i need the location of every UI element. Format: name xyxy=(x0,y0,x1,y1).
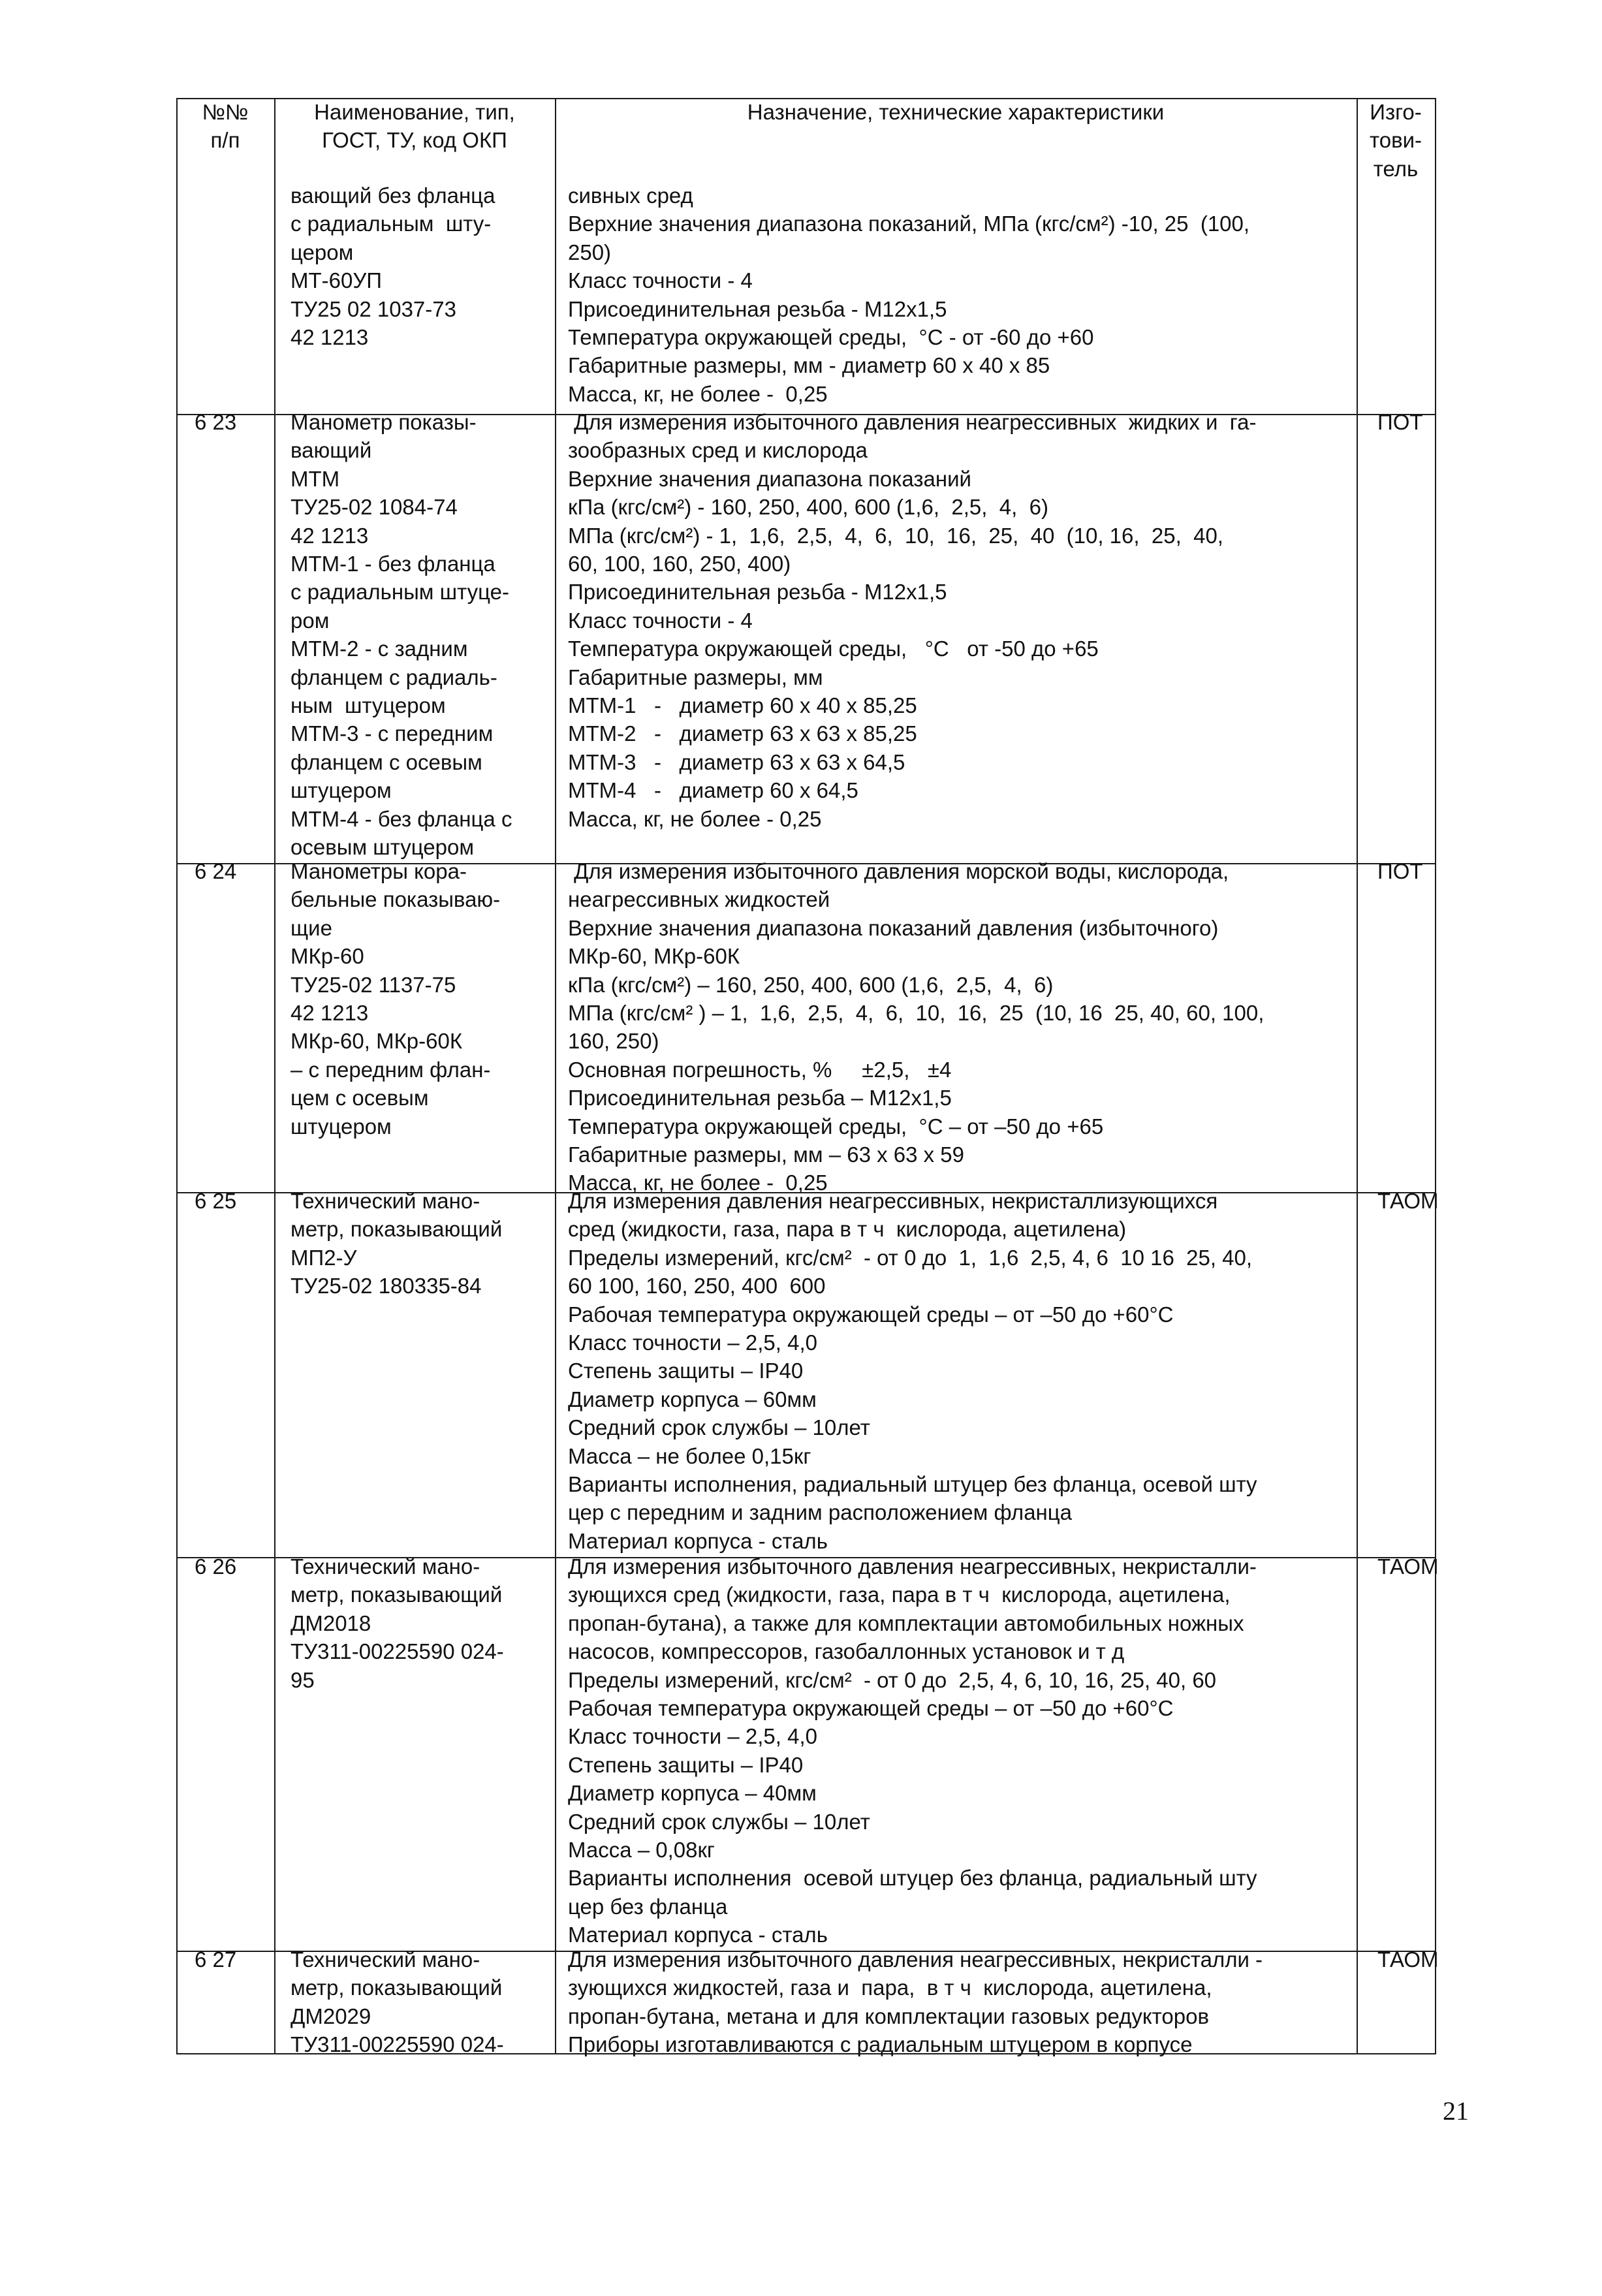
header-num xyxy=(176,98,274,155)
row-description: Для измерения давления неагрессивных, некристаллизующихся сред (жидкости, газа, пара в т ч кислорода, ацетилена) Пределы измерений, кгс/см² - от 0 до 1, 1,6 2,5, 4, 6 10 16 25, 40, 60 100, 160, 250, 400 600 Рабочая температура окружающей среды – от –50 до +60°С Класс точности – 2,5, 4,0 Степень защиты – IP40 Диаметр корпуса – 60мм Средний срок службы – 10лет Масса – не более 0,15кг Варианты исполнения, радиальный штуцер без фланца, осевой шту цер с передним и задним расположением фланца Материал корпуса - сталь xyxy=(568,1189,1257,1553)
column-divider-2 xyxy=(555,98,556,2054)
row-manufacturer: ТАОМ xyxy=(1377,1554,1439,1579)
row-description: Для измерения избыточного давления неагрессивных, некристалли - зующихся жидкостей, газа и пара, в т ч кислорода, ацетилена, пропан-бутана, метана и для комплектации газовых редукторов Приборы изготавливаются с радиальным штуцером в корпусе xyxy=(568,1947,1263,2057)
header-mfr xyxy=(1357,98,1435,183)
row-name: вающий без фланца с радиальным шту- цером МТ-60УП ТУ25 02 1037-73 42 1213 xyxy=(291,183,495,350)
header-name-line1: Наименование, тип, xyxy=(314,100,515,124)
header-desc-text: Назначение, технические характеристики xyxy=(747,100,1165,124)
row-name: Манометр показы- вающий МТМ ТУ25-02 1084-74 42 1213 МТМ-1 - без фланца с радиальным штуце- ром МТМ-2 - с задним фланцем с радиаль- ным штуцером МТМ-3 - с передним фланцем с осевым штуцером МТМ-4 - без фланца с осевым штуцером xyxy=(291,410,512,860)
row-name: Технический мано- метр, показывающий МП2-У ТУ25-02 180335-84 xyxy=(291,1189,503,1298)
row-number: 6 25 xyxy=(195,1189,237,1213)
header-num-line2: п/п xyxy=(210,128,240,153)
header-name xyxy=(274,98,555,155)
row-name: Технический мано- метр, показывающий ДМ2029 ТУ311-00225590 024- xyxy=(291,1947,504,2057)
row-number: 6 24 xyxy=(195,859,237,883)
row-manufacturer: ТАОМ xyxy=(1377,1189,1439,1213)
row-description: Для измерения избыточного давления неагрессивных, некристалли- зующихся сред (жидкости, газа, пара в т ч кислорода, ацетилена, пропан-бутана), а также для комплектации автомобильных ножных насосов, компрессоров, газобаллонных установок и т д Пределы измерений, кгс/см² - от 0 до 2,5, 4, 6, 10, 16, 25, 40, 60 Рабочая температура окружающей среды – от –50 до +60°С Класс точности – 2,5, 4,0 Степень защиты – IP40 Диаметр корпуса – 40мм Средний срок службы – 10лет Масса – 0,08кг Варианты исполнения осевой штуцер без фланца, радиальный шту цер без фланца Материал корпуса - сталь xyxy=(568,1554,1257,1947)
row-number: 6 23 xyxy=(195,410,237,434)
row-description: сивных сред Верхние значения диапазона показаний, МПа (кгс/см²) -10, 25 (100, 250) Класс точности - 4 Присоединительная резьба - М12х1,5 Температура окружающей среды, °С - от -60 до +60 Габаритные размеры, мм - диаметр 60 х 40 х 85 Масса, кг, не более - 0,25 xyxy=(568,183,1250,406)
header-name-line2: ГОСТ, ТУ, код ОКП xyxy=(322,128,507,153)
page-number: 21 xyxy=(1443,2096,1469,2126)
row-manufacturer: ПОТ xyxy=(1377,410,1423,434)
header-mfr-line1: Изго- xyxy=(1370,100,1422,124)
header-num-line1: №№ xyxy=(202,100,249,124)
row-number: 6 27 xyxy=(195,1947,237,1972)
row-manufacturer: ТАОМ xyxy=(1377,1947,1439,1972)
specification-table xyxy=(176,98,1439,2057)
header-mfr-line2: тови- xyxy=(1369,128,1422,153)
row-name: Технический мано- метр, показывающий ДМ2018 ТУ311-00225590 024- 95 xyxy=(291,1554,504,1692)
column-divider-3 xyxy=(1357,98,1358,2054)
row-name: Манометры кора- бельные показываю- щие МКр-60 ТУ25-02 1137-75 42 1213 МКр-60, МКр-60К – с передним флан- цем с осевым штуцером xyxy=(291,859,501,1139)
header-mfr-line3: тель xyxy=(1373,156,1419,181)
row-description: Для измерения избыточного давления неагрессивных жидких и га- зообразных сред и кислорода Верхние значения диапазона показаний кПа (кгс/см²) - 160, 250, 400, 600 (1,6, 2,5, 4, 6) МПа (кгс/см²) - 1, 1,6, 2,5, 4, 6, 10, 16, 25, 40 (10, 16, 25, 40, 60, 100, 160, 250, 400) Присоединительная резьба - М12х1,5 Класс точности - 4 Температура окружающей среды, °С от -50 до +65 Габаритные размеры, мм МТМ-1 - диаметр 60 х 40 х 85,25 МТМ-2 - диаметр 63 х 63 х 85,25 МТМ-3 - диаметр 63 х 63 х 64,5 МТМ-4 - диаметр 60 х 64,5 Масса, кг, не более - 0,25 xyxy=(568,410,1257,831)
row-manufacturer: ПОТ xyxy=(1377,859,1423,883)
table-border-right xyxy=(1435,98,1436,2054)
header-desc xyxy=(555,98,1357,126)
row-description: Для измерения избыточного давления морской воды, кислорода, неагрессивных жидкостей Верхние значения диапазона показаний давления (избыточного) МКр-60, МКр-60К кПа (кгс/см²) – 160, 250, 400, 600 (1,6, 2,5, 4, 6) МПа (кгс/см² ) – 1, 1,6, 2,5, 4, 6, 10, 16, 25 (10, 16 25, 40, 60, 100, 160, 250) Основная погрешность, % ±2,5, ±4 Присоединительная резьба – М12х1,5 Температура окружающей среды, °С – от –50 до +65 Габаритные размеры, мм – 63 х 63 х 59 Масса, кг, не более - 0,25 xyxy=(568,859,1264,1195)
row-number: 6 26 xyxy=(195,1554,237,1579)
column-divider-1 xyxy=(274,98,275,2054)
table-border-left xyxy=(176,98,178,2054)
